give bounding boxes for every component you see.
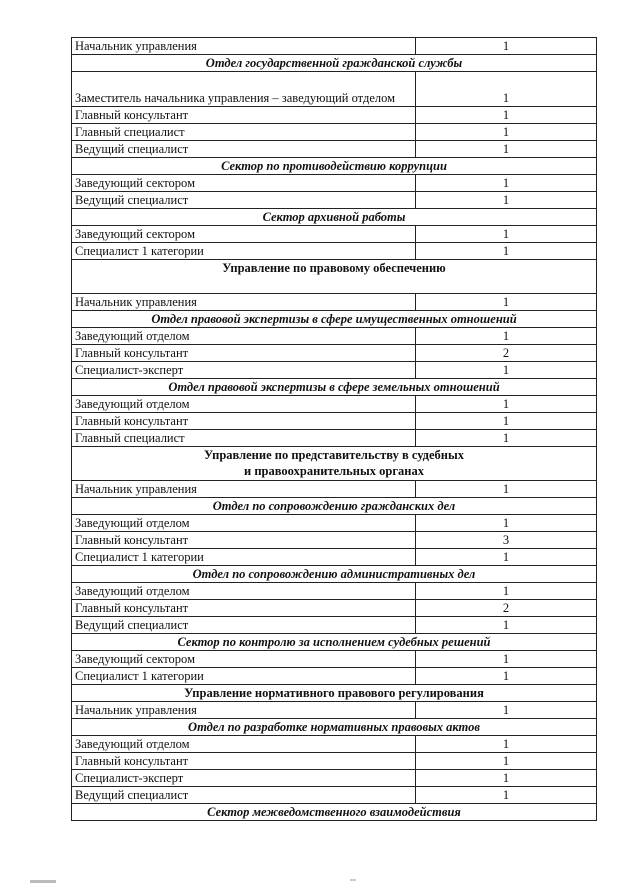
section-heading-row — [72, 158, 597, 175]
position-name: Заведующий сектором — [72, 226, 416, 243]
position-row — [72, 770, 597, 787]
position-count: 1 — [416, 481, 597, 498]
position-count: 1 — [416, 175, 597, 192]
heading-text: Сектор по контролю за исполнением судебных решений — [177, 635, 491, 649]
position-count: 2 — [416, 600, 597, 617]
section-heading-row — [72, 311, 597, 328]
position-count: 1 — [416, 668, 597, 685]
section-heading-row — [72, 379, 597, 396]
heading-text: Отдел по сопровождению гражданских дел — [212, 499, 456, 513]
position-name: Заместитель начальника управления – заведующий отделом — [72, 72, 416, 107]
position-row — [72, 787, 597, 804]
position-row — [72, 668, 597, 685]
position-count: 1 — [416, 583, 597, 600]
position-name: Ведущий специалист — [72, 617, 416, 634]
section-title — [72, 566, 597, 583]
section-heading-row — [72, 55, 597, 72]
position-count: 1 — [416, 617, 597, 634]
position-row — [72, 736, 597, 753]
position-name: Специалист 1 категории — [72, 668, 416, 685]
position-count: 1 — [416, 753, 597, 770]
position-row — [72, 38, 597, 55]
position-count: 1 — [416, 192, 597, 209]
position-row — [72, 396, 597, 413]
position-name: Специалист-эксперт — [72, 770, 416, 787]
section-title — [72, 55, 597, 72]
position-count: 1 — [416, 294, 597, 311]
staffing-table-body — [72, 38, 597, 821]
section-heading-row — [72, 719, 597, 736]
position-row — [72, 430, 597, 447]
position-count: 1 — [416, 549, 597, 566]
heading-text: Сектор архивной работы — [262, 210, 406, 224]
section-heading-row — [72, 804, 597, 821]
position-name: Главный консультант — [72, 345, 416, 362]
position-count: 1 — [416, 515, 597, 532]
staffing-document — [71, 37, 596, 821]
heading-text: Сектор межведомственного взаимодействия — [207, 805, 461, 819]
position-row — [72, 328, 597, 345]
position-count: 1 — [416, 736, 597, 753]
position-name: Главный консультант — [72, 600, 416, 617]
position-row — [72, 549, 597, 566]
position-name: Специалист-эксперт — [72, 362, 416, 379]
position-name: Главный консультант — [72, 413, 416, 430]
section-heading-row — [72, 634, 597, 651]
division-heading-row — [72, 260, 597, 294]
position-row — [72, 192, 597, 209]
position-row — [72, 294, 597, 311]
section-heading-row — [72, 209, 597, 226]
section-heading-row — [72, 498, 597, 515]
position-row — [72, 413, 597, 430]
position-row — [72, 226, 597, 243]
heading-text: Отдел государственной гражданской службы — [205, 56, 463, 70]
position-row — [72, 481, 597, 498]
division-title — [72, 447, 597, 481]
division-heading-row — [72, 685, 597, 702]
position-count: 1 — [416, 107, 597, 124]
position-row — [72, 175, 597, 192]
scan-artifact — [30, 880, 56, 883]
heading-text: Управление нормативного правового регулирования — [184, 686, 484, 700]
position-name: Ведущий специалист — [72, 787, 416, 804]
position-name: Заведующий отделом — [72, 396, 416, 413]
division-title — [72, 260, 597, 294]
position-row — [72, 600, 597, 617]
position-name: Специалист 1 категории — [72, 243, 416, 260]
position-count: 1 — [416, 243, 597, 260]
position-row — [72, 345, 597, 362]
position-name: Заведующий сектором — [72, 651, 416, 668]
section-title — [72, 158, 597, 175]
heading-text: Управление по представительству в судебных — [203, 448, 464, 462]
position-row — [72, 617, 597, 634]
position-name: Главный специалист — [72, 124, 416, 141]
division-heading-row — [72, 447, 597, 481]
position-row — [72, 651, 597, 668]
section-title — [72, 311, 597, 328]
division-title — [72, 685, 597, 702]
heading-text: Сектор по противодействию коррупции — [221, 159, 447, 173]
position-name: Заведующий сектором — [72, 175, 416, 192]
position-count: 1 — [416, 141, 597, 158]
position-count: 1 — [416, 328, 597, 345]
position-name: Главный консультант — [72, 107, 416, 124]
position-name: Заведующий отделом — [72, 328, 416, 345]
position-name: Главный специалист — [72, 430, 416, 447]
position-count: 1 — [416, 430, 597, 447]
position-count: 2 — [416, 345, 597, 362]
section-title — [72, 719, 597, 736]
position-count: 1 — [416, 651, 597, 668]
position-name: Главный консультант — [72, 532, 416, 549]
position-name: Главный консультант — [72, 753, 416, 770]
staffing-table — [71, 37, 597, 821]
heading-text: Отдел по разработке нормативных правовых актов — [188, 720, 480, 734]
position-row — [72, 753, 597, 770]
position-row — [72, 362, 597, 379]
position-row — [72, 141, 597, 158]
position-count: 1 — [416, 226, 597, 243]
position-count: 1 — [416, 362, 597, 379]
position-row — [72, 72, 597, 107]
position-count: 3 — [416, 532, 597, 549]
section-title — [72, 379, 597, 396]
position-name: Начальник управления — [72, 38, 416, 55]
position-name: Заведующий отделом — [72, 515, 416, 532]
position-name: Начальник управления — [72, 702, 416, 719]
heading-text: Отдел по сопровождению административных дел — [192, 567, 476, 581]
position-count: 1 — [416, 396, 597, 413]
position-name: Ведущий специалист — [72, 192, 416, 209]
heading-text: Отдел правовой экспертизы в сфере земельных отношений — [168, 380, 500, 394]
position-count: 1 — [416, 124, 597, 141]
section-heading-row — [72, 566, 597, 583]
position-count: 1 — [416, 787, 597, 804]
section-title — [72, 634, 597, 651]
position-count: 1 — [416, 413, 597, 430]
position-count: 1 — [416, 770, 597, 787]
section-title — [72, 804, 597, 821]
position-row — [72, 107, 597, 124]
section-title — [72, 209, 597, 226]
heading-text-line2: и правоохранительных органах — [244, 464, 424, 478]
position-row — [72, 583, 597, 600]
position-name: Специалист 1 категории — [72, 549, 416, 566]
section-title — [72, 498, 597, 515]
position-row — [72, 702, 597, 719]
position-row — [72, 124, 597, 141]
position-count: 1 — [416, 72, 597, 107]
position-count: 1 — [416, 38, 597, 55]
scan-artifact — [350, 879, 356, 881]
position-name: Ведущий специалист — [72, 141, 416, 158]
position-count: 1 — [416, 702, 597, 719]
position-name: Начальник управления — [72, 294, 416, 311]
heading-text: Управление по правовому обеспечению — [222, 261, 446, 275]
heading-text: Отдел правовой экспертизы в сфере имущественных отношений — [151, 312, 517, 326]
position-name: Заведующий отделом — [72, 736, 416, 753]
position-name: Заведующий отделом — [72, 583, 416, 600]
position-row — [72, 515, 597, 532]
position-row — [72, 243, 597, 260]
position-name: Начальник управления — [72, 481, 416, 498]
position-row — [72, 532, 597, 549]
